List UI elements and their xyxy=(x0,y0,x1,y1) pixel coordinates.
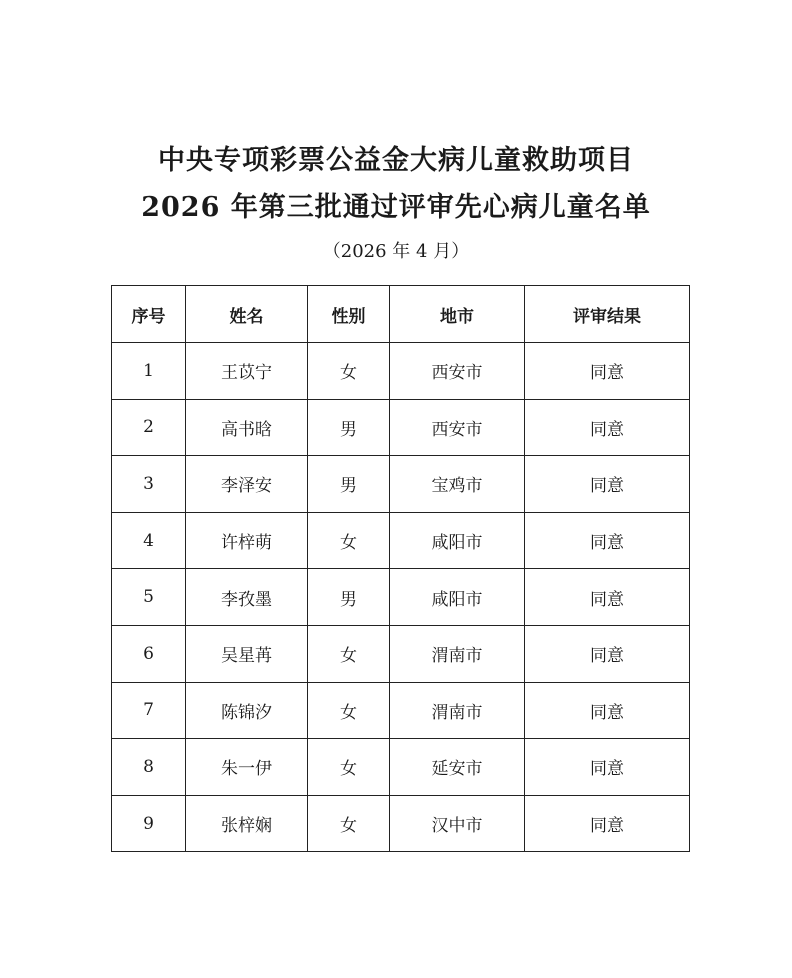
cell-index: 5 xyxy=(112,569,186,626)
cell-city: 西安市 xyxy=(390,343,525,400)
cell-city: 西安市 xyxy=(390,399,525,456)
cell-city: 宝鸡市 xyxy=(390,456,525,513)
cell-index: 2 xyxy=(112,399,186,456)
table-row xyxy=(112,456,690,513)
table-row xyxy=(112,795,690,852)
header-name: 姓名 xyxy=(186,286,308,343)
cell-gender: 女 xyxy=(308,739,390,796)
approved-children-table xyxy=(111,285,690,852)
cell-name: 朱一伊 xyxy=(186,739,308,796)
cell-index: 1 xyxy=(112,343,186,400)
cell-gender: 男 xyxy=(308,399,390,456)
cell-index: 7 xyxy=(112,682,186,739)
cell-city: 渭南市 xyxy=(390,625,525,682)
cell-result: 同意 xyxy=(525,343,690,400)
cell-name: 吴星苒 xyxy=(186,625,308,682)
cell-result: 同意 xyxy=(525,512,690,569)
cell-name: 王苡宁 xyxy=(186,343,308,400)
cell-gender: 女 xyxy=(308,343,390,400)
header-city: 地市 xyxy=(390,286,525,343)
cell-gender: 女 xyxy=(308,625,390,682)
cell-city: 汉中市 xyxy=(390,795,525,852)
table-header-row xyxy=(112,286,690,343)
cell-result: 同意 xyxy=(525,569,690,626)
cell-gender: 女 xyxy=(308,512,390,569)
table-row xyxy=(112,399,690,456)
cell-name: 李孜墨 xyxy=(186,569,308,626)
cell-name: 陈锦汐 xyxy=(186,682,308,739)
table-row xyxy=(112,343,690,400)
cell-index: 4 xyxy=(112,512,186,569)
cell-city: 渭南市 xyxy=(390,682,525,739)
table-row xyxy=(112,739,690,796)
cell-index: 8 xyxy=(112,739,186,796)
cell-index: 3 xyxy=(112,456,186,513)
cell-name: 张梓娴 xyxy=(186,795,308,852)
cell-result: 同意 xyxy=(525,399,690,456)
header-result: 评审结果 xyxy=(525,286,690,343)
cell-result: 同意 xyxy=(525,739,690,796)
document-date: （2026 年 4 月） xyxy=(322,241,470,262)
table-row xyxy=(112,512,690,569)
cell-gender: 男 xyxy=(308,456,390,513)
cell-result: 同意 xyxy=(525,682,690,739)
cell-name: 李泽安 xyxy=(186,456,308,513)
cell-city: 咸阳市 xyxy=(390,569,525,626)
cell-gender: 女 xyxy=(308,795,390,852)
cell-name: 高书晗 xyxy=(186,399,308,456)
header-index: 序号 xyxy=(112,286,186,343)
table-row xyxy=(112,625,690,682)
document-title-line-1: 中央专项彩票公益金大病儿童救助项目 xyxy=(158,145,634,176)
table-row xyxy=(112,569,690,626)
cell-name: 许梓萌 xyxy=(186,512,308,569)
cell-index: 9 xyxy=(112,795,186,852)
cell-city: 延安市 xyxy=(390,739,525,796)
table-header xyxy=(112,286,690,343)
table-body xyxy=(112,343,690,852)
cell-result: 同意 xyxy=(525,625,690,682)
cell-index: 6 xyxy=(112,625,186,682)
table-row xyxy=(112,682,690,739)
cell-gender: 女 xyxy=(308,682,390,739)
cell-result: 同意 xyxy=(525,456,690,513)
cell-city: 咸阳市 xyxy=(390,512,525,569)
document-title-line-2: 2026 年第三批通过评审先心病儿童名单 xyxy=(141,192,651,223)
header-gender: 性别 xyxy=(308,286,390,343)
cell-result: 同意 xyxy=(525,795,690,852)
cell-gender: 男 xyxy=(308,569,390,626)
